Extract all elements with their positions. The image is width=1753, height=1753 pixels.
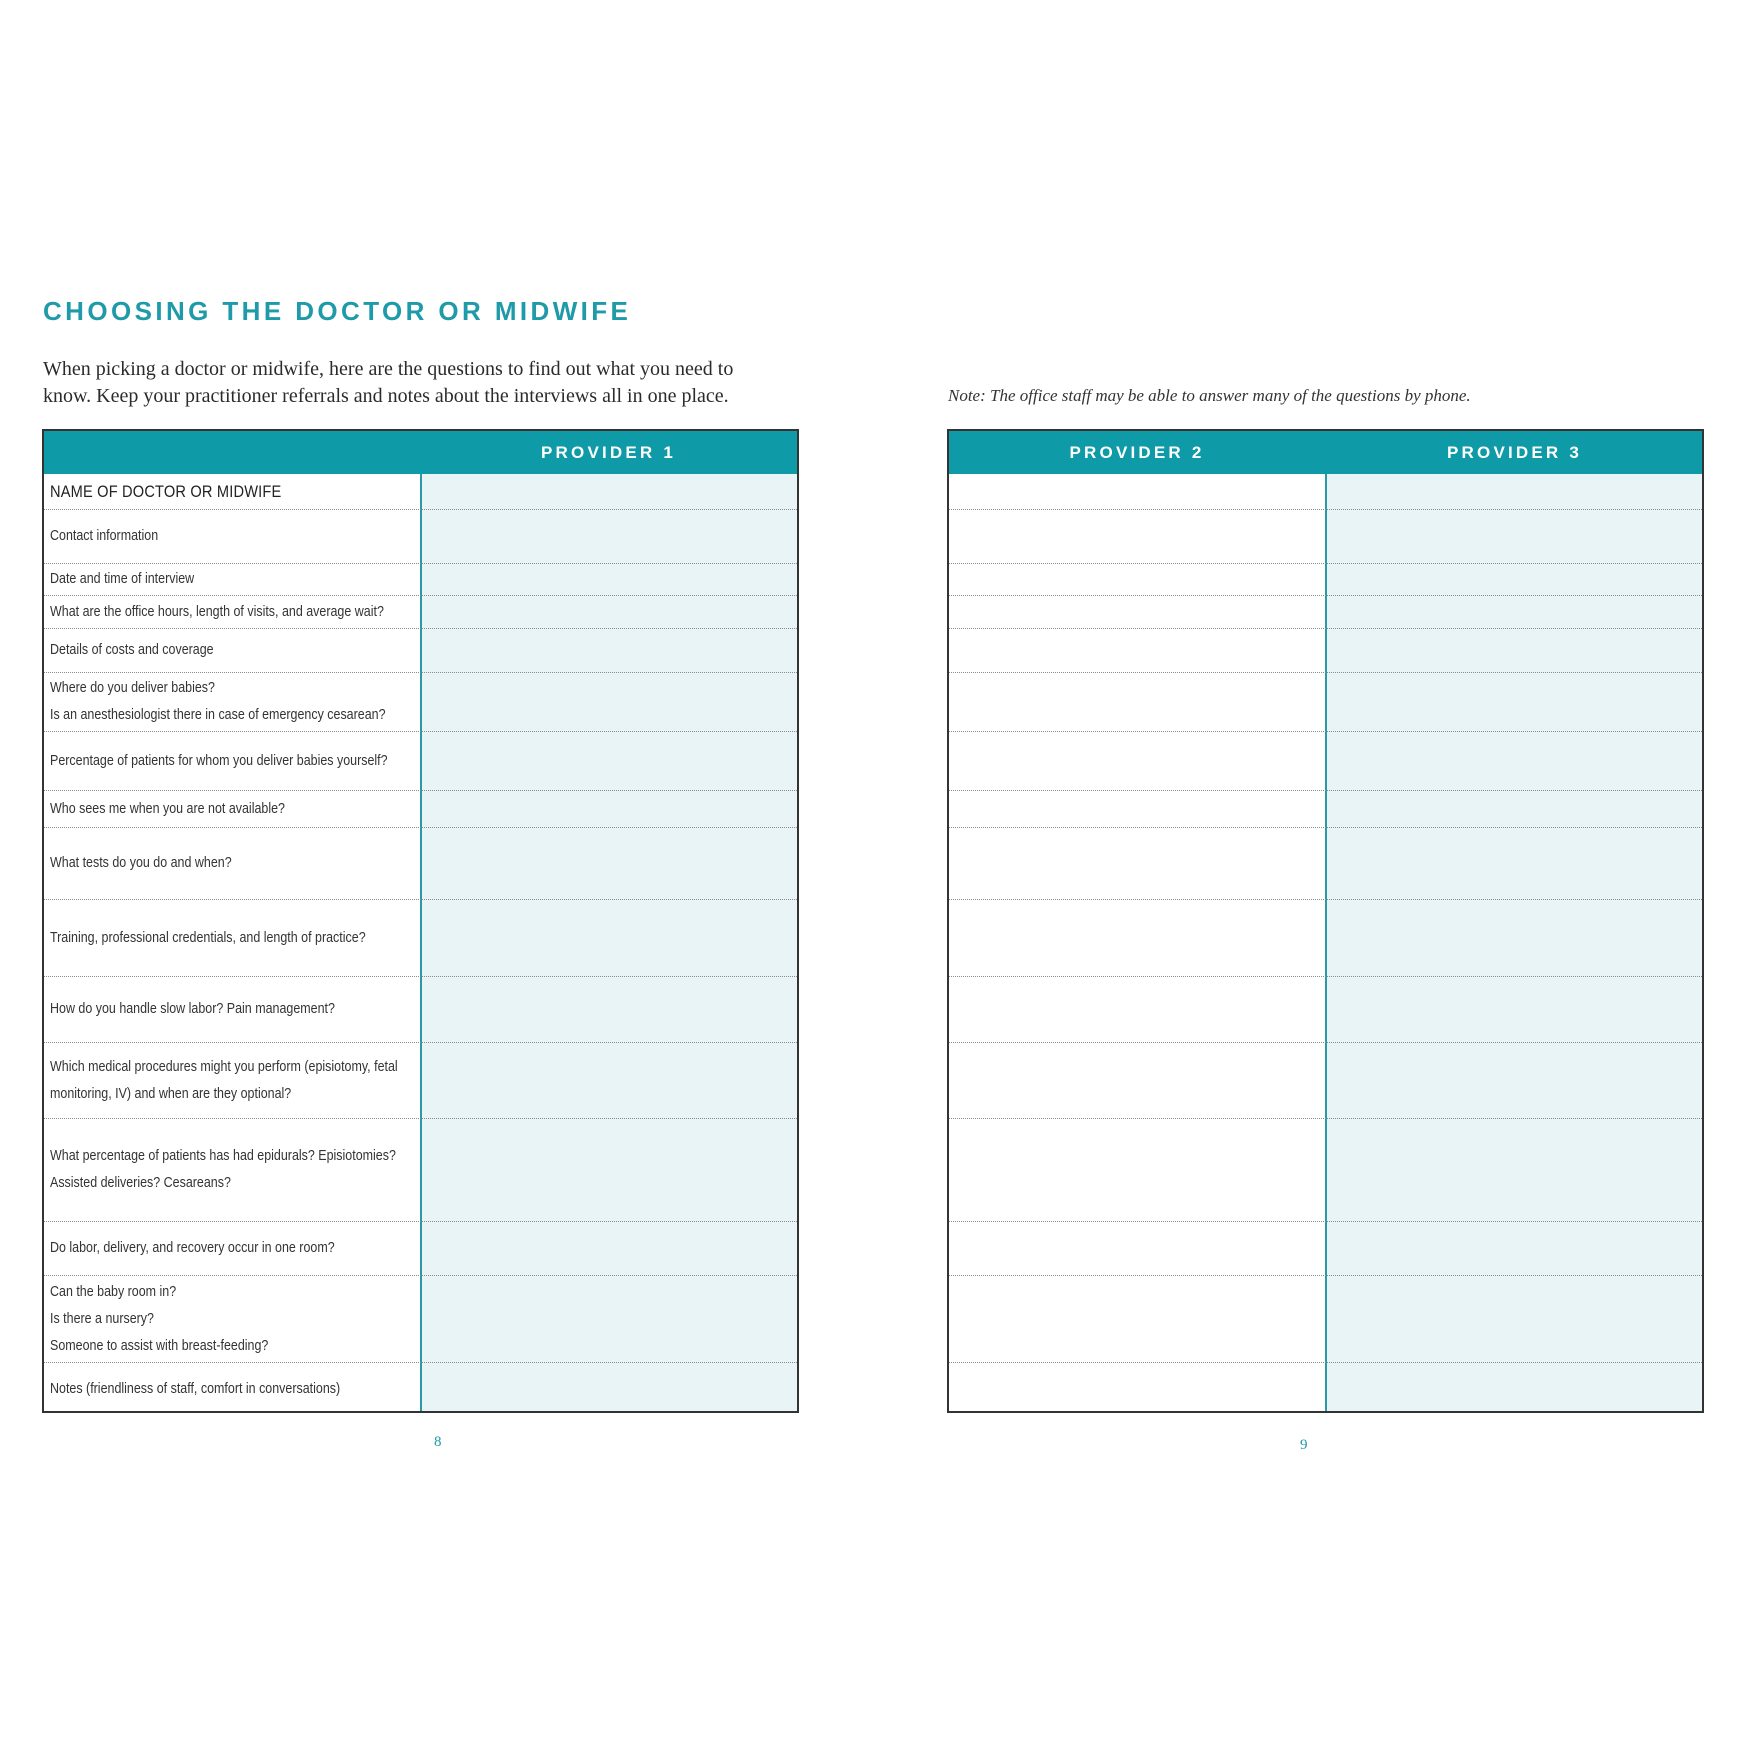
intro-paragraph: [43, 356, 813, 410]
question-label: [50, 732, 420, 790]
office-staff-note: Note: The office staff may be able to answer many of the questions by phone.: [948, 386, 1471, 405]
question-label: [50, 510, 420, 563]
question-text-line: Do labor, delivery, and recovery occur in one room?: [50, 1240, 335, 1256]
question-label: [50, 629, 420, 672]
answer-row[interactable]: [949, 977, 1702, 1043]
provider-1-header: PROVIDER 1: [541, 443, 676, 462]
question-text-line: Is there a nursery?: [50, 1310, 154, 1327]
question-text-line: NAME OF DOCTOR OR MIDWIFE: [50, 482, 282, 501]
question-label: [50, 1276, 420, 1362]
question-row: [44, 977, 797, 1043]
question-row: [44, 732, 797, 791]
question-text-line: Is an anesthesiologist there in case of emergency cesarean?: [50, 707, 386, 723]
question-text-line: What are the office hours, length of visits, and average wait?: [50, 603, 384, 620]
answer-row[interactable]: [949, 1363, 1702, 1413]
question-row: [44, 1222, 797, 1276]
question-label: [50, 1363, 420, 1413]
question-text-line: Someone to assist with breast-feeding?: [50, 1337, 269, 1354]
question-label: [50, 977, 420, 1042]
question-row: [44, 1363, 797, 1413]
question-text-line: Assisted deliveries? Cesareans?: [50, 1175, 231, 1191]
question-label: [50, 564, 420, 595]
question-text-line: Can the baby room in?: [50, 1283, 177, 1300]
answer-row[interactable]: [949, 900, 1702, 977]
page-number-left: 8: [434, 1434, 442, 1450]
question-row: [44, 828, 797, 900]
question-label: [50, 828, 420, 899]
question-text-line: Percentage of patients for whom you deliver babies yourself?: [50, 752, 388, 769]
question-label: [50, 791, 420, 827]
answer-row[interactable]: [949, 791, 1702, 828]
question-text-line: Which medical procedures might you perform (episiotomy, fetal: [50, 1058, 398, 1075]
intro-line: know. Keep your practitioner referrals and notes about the interviews all in one place.: [43, 385, 729, 407]
question-text-line: monitoring, IV) and when are they optional?: [50, 1085, 292, 1102]
name-field-label: [50, 474, 420, 509]
answer-row[interactable]: [949, 564, 1702, 596]
question-text-line: What percentage of patients has had epidurals? Episiotomies?: [50, 1148, 396, 1164]
question-row: [44, 673, 797, 732]
question-row: [44, 1043, 797, 1119]
answer-row[interactable]: [949, 1222, 1702, 1276]
question-text-line: How do you handle slow labor? Pain management?: [50, 1001, 335, 1017]
provider-2-header: PROVIDER 2: [1069, 443, 1205, 462]
provider-2-3-table: [947, 429, 1704, 1413]
table-header: [44, 431, 797, 474]
question-row: [44, 791, 797, 828]
provider-3-header: PROVIDER 3: [1447, 443, 1582, 462]
page-title: CHOOSING THE DOCTOR OR MIDWIFE: [43, 296, 632, 326]
answer-row[interactable]: [949, 596, 1702, 629]
question-row: [44, 474, 797, 510]
question-text-line: Training, professional credentials, and length of practice?: [50, 929, 366, 946]
question-label: [50, 596, 420, 628]
question-row: [44, 1119, 797, 1222]
question-row: [44, 629, 797, 673]
question-row: [44, 596, 797, 629]
question-row: [44, 1276, 797, 1363]
question-text-line: Details of costs and coverage: [50, 642, 214, 658]
intro-line: When picking a doctor or midwife, here are the questions to find out what you need to: [43, 358, 734, 380]
question-label: [50, 673, 420, 731]
question-label: [50, 1119, 420, 1221]
answer-row[interactable]: [949, 828, 1702, 900]
answer-row[interactable]: [949, 673, 1702, 732]
question-label: [50, 1043, 420, 1118]
answer-row[interactable]: [949, 732, 1702, 791]
question-row: [44, 510, 797, 564]
question-text-line: Date and time of interview: [50, 571, 195, 587]
provider-1-table: [42, 429, 799, 1413]
answer-row[interactable]: [949, 1043, 1702, 1119]
table-header: [949, 431, 1702, 474]
question-text-line: Notes (friendliness of staff, comfort in conversations): [50, 1381, 341, 1397]
question-text-line: Contact information: [50, 528, 159, 544]
page-number-right: 9: [1300, 1437, 1308, 1453]
question-row: [44, 900, 797, 977]
question-row: [44, 564, 797, 596]
answer-row[interactable]: [949, 629, 1702, 673]
answer-row[interactable]: [949, 474, 1702, 510]
question-text-line: What tests do you do and when?: [50, 855, 232, 871]
answer-row[interactable]: [949, 510, 1702, 564]
question-label: [50, 900, 420, 976]
answer-row[interactable]: [949, 1276, 1702, 1363]
answer-row[interactable]: [949, 1119, 1702, 1222]
question-text-line: Who sees me when you are not available?: [50, 800, 285, 817]
question-label: [50, 1222, 420, 1275]
question-text-line: Where do you deliver babies?: [50, 680, 215, 696]
